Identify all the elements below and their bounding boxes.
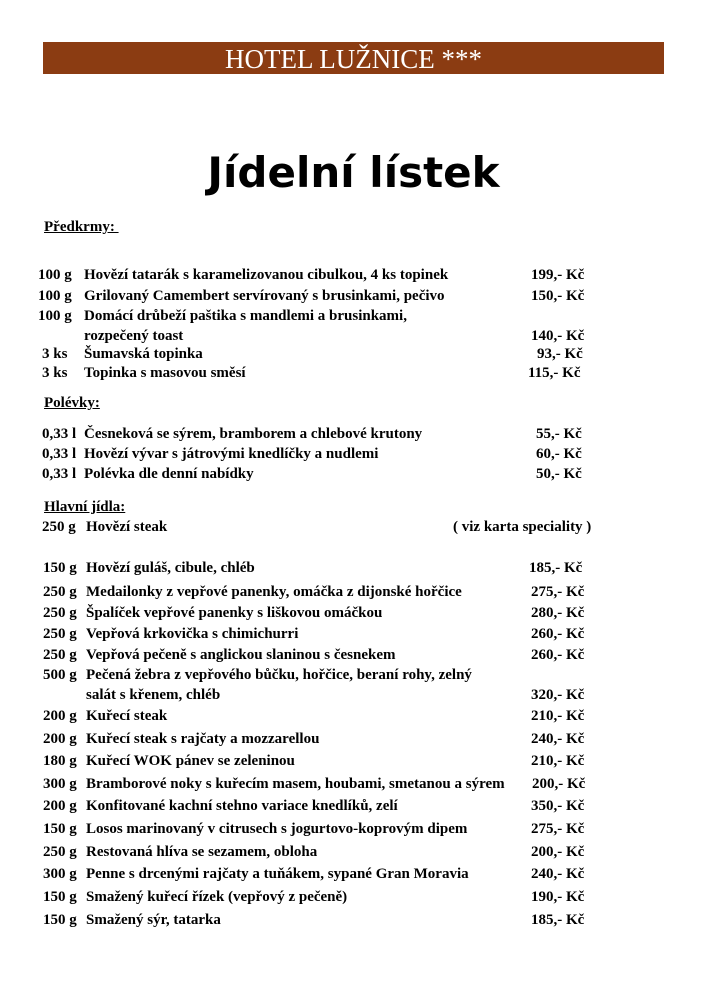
item-qty: 200 g [43,731,77,747]
item-qty: 180 g [43,753,77,769]
item-price: 190,- Kč [531,889,585,905]
menu-item [0,912,707,932]
item-name: Vepřová krkovička s chimichurri [86,626,299,642]
item-name: Špalíček vepřové panenky s liškovou omáčkou [86,605,383,621]
menu-item [0,426,707,446]
item-note: ( viz karta speciality ) [453,519,592,535]
item-price: 275,- Kč [531,821,585,837]
item-qty: 3 ks [42,365,68,381]
menu-item [0,365,707,385]
item-price: 200,- Kč [532,776,586,792]
menu-item [0,798,707,818]
menu-item [0,889,707,909]
item-name: Penne s drcenými rajčaty a tuňákem, sypané Gran Moravia [86,866,469,882]
item-name: Smažený sýr, tatarka [86,912,221,928]
item-price: 115,- Kč [528,365,581,381]
item-name: Grilovaný Camembert servírovaný s brusinkami, pečivo [84,288,445,304]
menu-item [0,844,707,864]
item-price: 200,- Kč [531,844,585,860]
item-qty: 250 g [43,626,77,642]
item-price: 140,- Kč [531,328,585,344]
item-name: Konfitované kachní stehno variace knedlíků, zelí [86,798,398,814]
item-name: Kuřecí WOK pánev se zeleninou [86,753,295,769]
item-qty: 200 g [43,798,77,814]
menu-item [0,866,707,886]
menu-item [0,647,707,667]
menu-item [0,667,707,687]
item-name: Smažený kuřecí řízek (vepřový z pečeně) [86,889,348,905]
item-qty: 250 g [43,605,77,621]
item-price: 185,- Kč [531,912,585,928]
section-heading-starters: Předkrmy: [44,219,119,235]
menu-item-continued [0,328,707,348]
hotel-banner: HOTEL LUŽNICE *** [43,42,664,74]
item-price: 210,- Kč [531,708,585,724]
menu-item [0,308,707,328]
menu-item [0,708,707,728]
menu-item [0,626,707,646]
item-price: 320,- Kč [531,687,585,703]
menu-item [0,605,707,625]
menu-item [0,267,707,287]
item-qty: 500 g [43,667,77,683]
item-price: 350,- Kč [531,798,585,814]
item-price: 150,- Kč [531,288,585,304]
menu-item [0,446,707,466]
item-name: Hovězí tatarák s karamelizovanou cibulkou, 4 ks topinek [84,267,449,283]
menu-item [0,584,707,604]
item-name: Kuřecí steak [86,708,168,724]
item-name-line2: rozpečený toast [84,328,184,344]
item-qty: 200 g [43,708,77,724]
item-name: Vepřová pečeně s anglickou slaninou s česnekem [86,647,396,663]
item-name: Hovězí guláš, cibule, chléb [86,560,255,576]
menu-item [0,753,707,773]
item-qty: 0,33 l [42,446,77,462]
item-price: 240,- Kč [531,731,585,747]
item-qty: 150 g [43,560,77,576]
menu-item-steak [0,519,707,539]
item-price: 60,- Kč [536,446,582,462]
menu-title: Jídelní lístek [207,148,500,197]
item-qty: 150 g [43,821,77,837]
section-heading-soups: Polévky: [44,395,100,411]
item-price: 260,- Kč [531,647,585,663]
item-qty: 100 g [38,308,72,324]
menu-item [0,821,707,841]
item-name: Losos marinovaný v citrusech s jogurtovo-koprovým dipem [86,821,468,837]
item-name: Hovězí steak [86,519,168,535]
item-qty: 250 g [42,519,76,535]
item-price: 55,- Kč [536,426,582,442]
item-name: Česneková se sýrem, bramborem a chlebové krutony [84,426,423,442]
item-name: Domácí drůbeží paštika s mandlemi a brusinkami, [84,308,407,324]
item-price: 210,- Kč [531,753,585,769]
item-qty: 300 g [43,866,77,882]
item-qty: 100 g [38,267,72,283]
item-qty: 0,33 l [42,426,77,442]
menu-item [0,346,707,366]
item-qty: 100 g [38,288,72,304]
item-name: Pečená žebra z vepřového bůčku, hořčice, beraní rohy, zelný [86,667,472,683]
item-price: 275,- Kč [531,584,585,600]
item-price: 240,- Kč [531,866,585,882]
item-name: Medailonky z vepřové panenky, omáčka z dijonské hořčice [86,584,462,600]
item-qty: 250 g [43,647,77,663]
item-price: 199,- Kč [531,267,585,283]
item-qty: 250 g [43,844,77,860]
item-name: Restovaná hlíva se sezamem, obloha [86,844,318,860]
item-name: Šumavská topinka [84,346,203,362]
item-name: Hovězí vývar s játrovými knedlíčky a nudlemi [84,446,379,462]
item-price: 93,- Kč [537,346,583,362]
item-price: 280,- Kč [531,605,585,621]
item-name: Kuřecí steak s rajčaty a mozzarellou [86,731,320,747]
item-qty: 3 ks [42,346,68,362]
menu-item [0,731,707,751]
item-qty: 300 g [43,776,77,792]
item-qty: 0,33 l [42,466,77,482]
menu-item [0,466,707,486]
menu-item [0,560,707,580]
item-qty: 150 g [43,912,77,928]
item-qty: 250 g [43,584,77,600]
section-heading-mains: Hlavní jídla: [44,499,126,515]
item-name-line2: salát s křenem, chléb [86,687,221,703]
item-qty: 150 g [43,889,77,905]
item-price: 185,- Kč [529,560,583,576]
item-name: Topinka s masovou směsí [84,365,246,381]
item-name: Polévka dle denní nabídky [84,466,254,482]
menu-item [0,288,707,308]
item-price: 260,- Kč [531,626,585,642]
menu-item [0,776,707,796]
menu-item-continued [0,687,707,707]
item-name: Bramborové noky s kuřecím masem, houbami, smetanou a sýrem [86,776,505,792]
item-price: 50,- Kč [536,466,582,482]
